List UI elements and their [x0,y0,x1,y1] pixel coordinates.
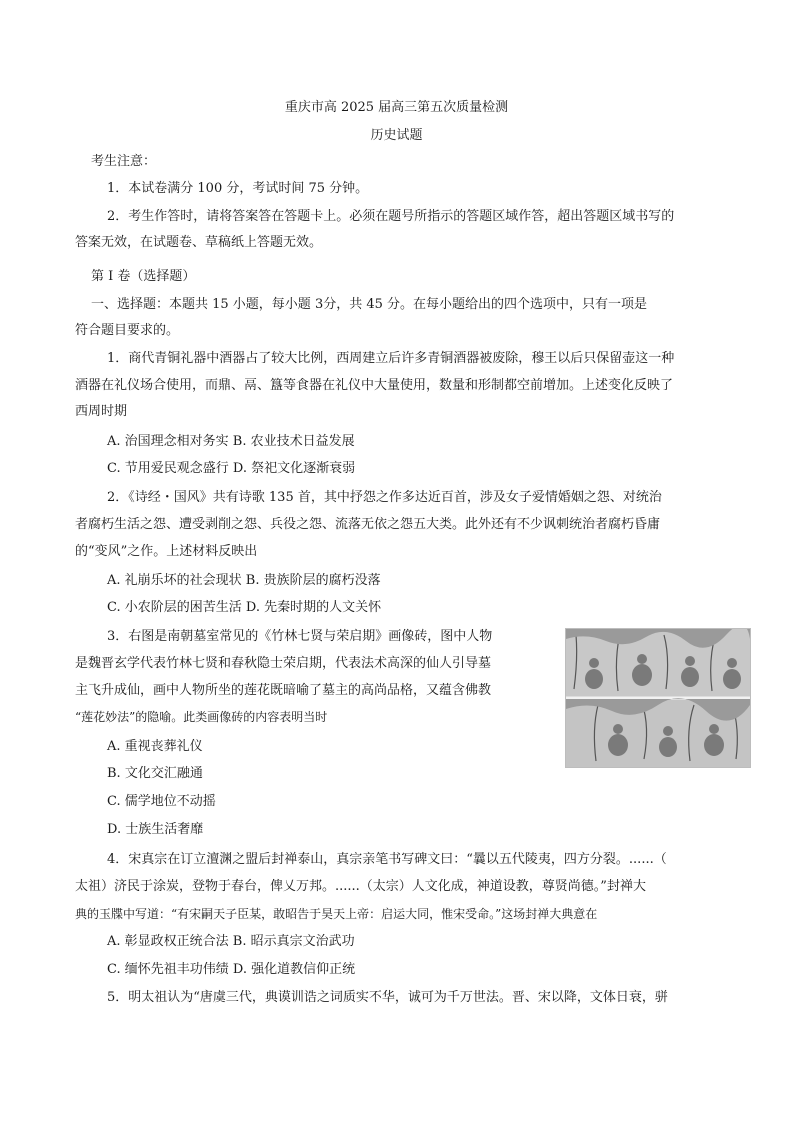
notice-item-1: 1．本试卷满分 100 分，考试时间 75 分钟。 [107,181,369,196]
section-instruction: 一、选择题：本题共 15 小题，每小题 3分，共 45 分。在每小题给出的四个选项中，只有一项是 [91,297,648,312]
brick-relief-image [565,628,751,768]
notice-item-2-cont: 答案无效，在试题卷、草稿纸上答题无效。 [75,235,323,250]
q4-stem-cont-2: 典的玉牒中写道：“有宋嗣天子臣某，敢昭告于昊天上帝：启运大同，惟宋受命。”这场封禅大典意在 [75,907,598,921]
brick-relief-illustration [566,629,750,767]
q3-stem: 3．右图是南朝墓室常见的《竹林七贤与荣启期》画像砖，图中人物 [107,629,493,644]
q1-options-ab: A. 治国理念相对务实 B. 农业技术日益发展 [107,434,355,449]
exam-title: 重庆市高 2025 届高三第五次质量检测 [284,100,509,115]
q3-option-a: A. 重视丧葬礼仪 [107,739,203,754]
q1-stem: 1．商代青铜礼器中酒器占了较大比例，西周建立后许多青铜酒器被废除，穆王以后只保留壶这一种 [107,351,675,366]
q3-stem-cont-2: 主飞升成仙，画中人物所坐的莲花既暗喻了墓主的高尚品格，又蕴含佛教 [75,683,492,698]
q3-option-b: B. 文化交汇融通 [107,766,203,781]
exam-subject: 历史试题 [370,128,423,143]
q2-stem: 2．《诗经・国风》共有诗歌 135 首，其中抒怨之作多达近百首，涉及女子爱情婚姻之怨、对统治 [107,490,662,505]
q5-stem: 5．明太祖认为“唐虞三代，典谟训诰之词质实不华，诚可为千万世法。晋、宋以降，文体日衰，骈 [107,990,668,1005]
q2-stem-end: 的“变风”之作。上述材料反映出 [75,544,258,559]
q2-options-cd: C. 小农阶层的困苦生活 D. 先秦时期的人文关怀 [107,600,382,615]
q4-options-cd: C. 缅怀先祖丰功伟绩 D. 强化道教信仰正统 [107,962,356,977]
q1-stem-end: 西周时期 [75,404,128,419]
q4-stem-cont-1: 太祖）济民于涂炭，登物于春台，俾乂万邦。......（太宗）人文化成，神道设教，尊贤尚德。”封禅大 [75,879,646,894]
q4-options-ab: A. 彰显政权正统合法 B. 昭示真宗文治武功 [107,934,355,949]
q2-stem-cont: 者腐朽生活之怨、遭受剥削之怨、兵役之怨、流落无依之怨五大类。此外还有不少讽刺统治者腐朽昏庸 [75,517,661,532]
q3-stem-end: “莲花妙法”的隐喻。此类画像砖的内容表明当时 [75,710,328,724]
notice-heading: 考生注意： [91,154,157,169]
q4-stem: 4．宋真宗在订立澶渊之盟后封禅泰山，真宗亲笔书写碑文曰：“曩以五代陵夷，四方分裂。......（ [107,852,667,867]
q3-option-c: C. 儒学地位不动摇 [107,794,216,809]
q2-options-ab: A. 礼崩乐坏的社会现状 B. 贵族阶层的腐朽没落 [107,573,381,588]
section-title: 第 I 卷（选择题） [91,269,196,284]
section-instruction-cont: 符合题目要求的。 [75,323,180,338]
q1-options-cd: C. 节用爱民观念盛行 D. 祭祀文化逐渐衰弱 [107,461,356,476]
q1-stem-cont: 酒器在礼仪场合使用，而鼎、鬲、簋等食器在礼仪中大量使用，数量和形制都空前增加。上述变化反映了 [75,378,674,393]
q3-stem-cont-1: 是魏晋玄学代表竹林七贤和春秋隐士荣启期，代表法术高深的仙人引导墓 [75,656,492,671]
q3-option-d: D. 士族生活奢靡 [107,822,204,837]
notice-item-2: 2．考生作答时，请将答案答在答题卡上。必须在题号所指示的答题区域作答，超出答题区域书写的 [107,209,675,224]
